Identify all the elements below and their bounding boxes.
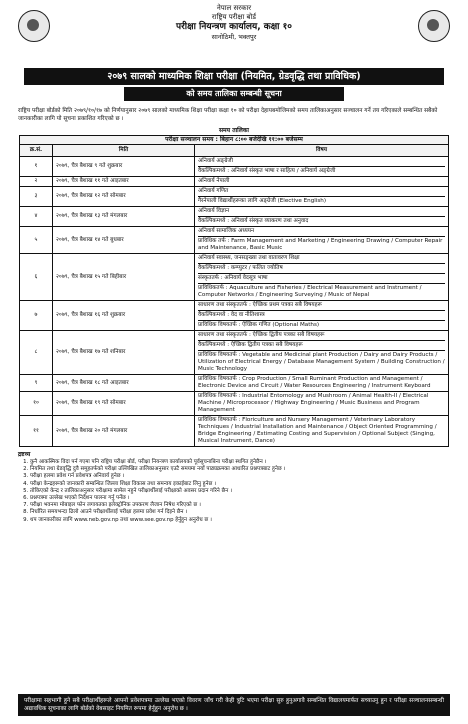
- table-row: [20, 227, 449, 254]
- row-date: २०७९, चैत्र बैशाख १२ गते सोमबार: [53, 187, 195, 207]
- row-subjects: [195, 207, 449, 227]
- subject-entry: अनिवार्य नेपाली: [198, 178, 230, 184]
- row-subjects: [195, 177, 449, 187]
- row-subjects: [195, 416, 449, 447]
- notice-banner: २०७९ सालको माध्यमिक शिक्षा परीक्षा (नियमित, ग्रेडवृद्धि तथा प्राविधिक): [24, 68, 444, 85]
- table-row: [20, 416, 449, 447]
- intro-paragraph: राष्ट्रिय परीक्षा बोर्डको मिति २०७९/१०/१७ को निर्णयानुसार २०७९ सालको माध्यमिक शिक्षा परीक्षा कक्षा १० को परीक्षा देहायबमोजिमको समय तालिकाअनुसार सञ्चालन गर्ने तय गरिएकाले सम्बन्धित सबैको जानकारीका लागि यो सूचना प्रकाशित गरिएको छ ।: [18, 108, 438, 122]
- subject-entry: प्राविधिक विषयतर्फ : ऐच्छिक गणित (Optional Maths): [198, 322, 320, 328]
- table-row: [20, 187, 449, 207]
- notes-title: द्रष्टव्य: [18, 451, 31, 458]
- board-seal-logo: [418, 10, 450, 42]
- subject-entry: प्राविधिक विषयतर्फ : Industrial Entomology and Mushroom / Animal Health-II / Electrical Machine / Microprocessor / Highway Engineering / Music Business and Program Management: [198, 393, 429, 413]
- table-row: [20, 301, 449, 331]
- row-date: २०७९, चैत्र बैशाख १९ गते सोमबार: [53, 392, 195, 416]
- row-serial: ११: [20, 416, 53, 447]
- row-serial: ३: [20, 187, 53, 207]
- notes-list: [22, 459, 450, 524]
- subject-entry: वैकल्पिकमध्ये : अनिवार्य संस्कृत भाषा र साहित्य / अनिवार्य अङ्ग्रेजी: [198, 168, 336, 174]
- row-serial: २: [20, 177, 53, 187]
- board-label: राष्ट्रिय परीक्षा बोर्ड: [211, 13, 257, 21]
- row-serial: ६: [20, 254, 53, 301]
- row-subjects: [195, 392, 449, 416]
- schedule-title: समय तालिका: [219, 127, 249, 134]
- subject-entry: वैकल्पिकमध्ये : कम्प्युटर / फलित ज्योतिष: [198, 264, 445, 274]
- government-label: नेपाल सरकार: [216, 4, 252, 12]
- row-subjects: [195, 187, 449, 207]
- row-date: २०७९, चैत्र बैशाख १७ गते शनिबार: [53, 331, 195, 375]
- col-header-sn: क्र.सं.: [20, 145, 53, 157]
- row-serial: ८: [20, 331, 53, 375]
- subject-entry: वैकल्पिकमध्ये : ऐच्छिक द्वितीय पत्रका सबै विषयहरू: [198, 341, 445, 351]
- office-title: परीक्षा नियन्त्रण कार्यालय, कक्षा १०: [176, 22, 292, 32]
- row-date: २०७९, चैत्र बैशाख १४ गते बुधबार: [53, 227, 195, 254]
- row-serial: ९: [20, 375, 53, 392]
- subject-entry: अनिवार्य गणित: [198, 187, 445, 197]
- subject-entry: अनिवार्य अङ्ग्रेजी: [198, 157, 445, 167]
- subject-entry: प्राविधिक विषयतर्फ : Vegetable and Medicinal plant Production / Dairy and Dairy Products / Utilization of Electrical Energy / Database Management System / Building Construction / Music Technology: [198, 352, 445, 372]
- table-body: [20, 157, 449, 447]
- note-item: 9. थप जानकारीका लागि www.neb.gov.np तथा www.see.gov.np हेर्नुहुन अनुरोध छ ।: [30, 517, 450, 524]
- table-row: [20, 254, 449, 301]
- notice-header: [0, 4, 468, 66]
- note-item: 6. प्रश्नपत्रमा उल्लेख भएको निर्देशन पालना गर्नु पर्नेछ ।: [30, 495, 450, 502]
- table-row: [20, 331, 449, 375]
- note-item: 7. परीक्षा भवनमा मोबाइल फोन लगायतका इलेक्ट्रोनिक उपकरण लैजान निषेध गरिएको छ ।: [30, 502, 450, 509]
- subject-entry: गैरनेपाली विद्यार्थीहरूका लागि अङ्ग्रेजी (Elective English): [198, 198, 327, 204]
- row-serial: ४: [20, 207, 53, 227]
- col-header-date: मिति: [53, 145, 195, 157]
- subject-entry: वैकल्पिकमध्ये : अनिवार्य संस्कृत व्याकरण तथा अनुवाद: [198, 218, 309, 224]
- row-serial: ७: [20, 301, 53, 331]
- subject-entry: अनिवार्य स्वास्थ्य, जनसङ्ख्या तथा वातावरण शिक्षा: [198, 254, 445, 264]
- row-subjects: [195, 157, 449, 177]
- exam-time-row: परीक्षा सञ्चालन समय : बिहान ८:०० बजेदेखि ११:०० बजेसम्म: [19, 135, 449, 144]
- row-date: २०७९, चैत्र बैशाख १८ गते आइतबार: [53, 375, 195, 392]
- row-serial: १०: [20, 392, 53, 416]
- row-date: २०७९, चैत्र बैशाख १३ गते मंगलबार: [53, 207, 195, 227]
- row-subjects: [195, 254, 449, 301]
- table-row: [20, 392, 449, 416]
- note-item: 3. परीक्षा हलमा प्रवेश गर्न प्रवेशपत्र अनिवार्य हुनेछ ।: [30, 473, 450, 480]
- subject-entry: अनिवार्य विज्ञान: [198, 207, 445, 217]
- table-row: [20, 207, 449, 227]
- notice-page: [0, 4, 468, 724]
- row-subjects: [195, 375, 449, 392]
- subject-entry: प्राविधिकतर्फ : Aquaculture and Fisheries / Electrical Measurement and Instrument / Computer Networks / Engineering Surveying / Music of Nepal: [198, 285, 422, 298]
- table-row: [20, 177, 449, 187]
- table-row: [20, 375, 449, 392]
- col-header-subject: विषय: [195, 145, 449, 157]
- subject-entry: साधारण तथा संस्कृततर्फ : ऐच्छिक प्रथम पत्रका सबै विषयहरू: [198, 301, 445, 311]
- row-date: २०७९, चैत्र बैशाख २० गते मंगलबार: [53, 416, 195, 447]
- subject-entry: संस्कृततर्फ : अनिवार्य वेदसूत्र भाषा: [198, 274, 445, 284]
- row-subjects: [195, 331, 449, 375]
- row-subjects: [195, 301, 449, 331]
- subject-entry: अनिवार्य सामाजिक अध्ययन: [198, 227, 445, 237]
- subject-entry: प्राविधिक तर्फ : Farm Management and Marketing / Engineering Drawing / Computer Repair and Maintenance, Basic Music: [198, 238, 443, 251]
- schedule-table-box: [19, 135, 449, 447]
- footer-notice: परीक्षामा सहभागी हुने सबै परीक्षार्थीहरूले आफ्नो प्रवेशपत्रमा उल्लेख भएको विवरण जाँच गरी केही त्रुटि भएमा परीक्षा सुरु हुनुअगावै सम्बन्धित विद्यालयमार्फत सच्याउनु हुन र परीक्षा सञ्चालनसम्बन्धी अद्यावधिक सूचनाका लागि बोर्डको वेबसाइट नियमित रूपमा हेर्नुहुन अनुरोध छ ।: [18, 694, 450, 716]
- row-date: २०७९, चैत्र बैशाख १६ गते शुक्रबार: [53, 301, 195, 331]
- table-row: [20, 157, 449, 177]
- row-date: २०७९, चैत्र बैशाख १५ गते बिहीबार: [53, 254, 195, 301]
- nepal-emblem-logo: [18, 10, 50, 42]
- office-location: सानोठिमी, भक्तपुर: [211, 33, 257, 41]
- note-item: 5. तोकिएको केन्द्र र तालिकाअनुसार परीक्षामा सामेल नहुने परीक्षार्थीलाई परीक्षाको अवसर प्रदान गरिने छैन ।: [30, 488, 450, 495]
- row-serial: ५: [20, 227, 53, 254]
- note-item: 4. परीक्षा केन्द्रहरूको जानकारी सम्बन्धित जिल्ला शिक्षा विकास तथा समन्वय इकाईबाट लिनु हुनेछ ।: [30, 481, 450, 488]
- subject-entry: साधारण तथा संस्कृततर्फ : ऐच्छिक द्वितीय पत्रका सबै विषयहरू: [198, 331, 445, 341]
- schedule-table: [19, 144, 449, 447]
- subject-entry: प्राविधिक विषयतर्फ : Crop Production / Small Ruminant Production and Management / Electronic Device and Circuit / Water Resources Engineering / Instrument Keyboard: [198, 376, 431, 389]
- subject-entry: वैकल्पिकमध्ये : वेद वा नीतिशास्त्र: [198, 311, 445, 321]
- note-item: 8. निर्धारित समयभन्दा ढिलो आउने परीक्षार्थीलाई परीक्षा हलमा प्रवेश गर्न दिइने छैन ।: [30, 509, 450, 516]
- notice-subbanner: को समय तालिका सम्बन्धी सूचना: [124, 87, 344, 101]
- note-item: 2. नियमित तथा ग्रेडवृद्धि दुवै समूहतर्फको परीक्षा उल्लिखित तालिकाअनुसार एउटै समयमा नयाँ पाठ्यक्रमका आधारित प्रश्नपत्रबाट हुनेछ ।: [30, 466, 450, 473]
- row-serial: १: [20, 157, 53, 177]
- subject-entry: प्राविधिक विषयतर्फ : Floriculture and Nursery Management / Veterinary Laboratory Techniques / Industrial Installation and Maintenance / Object Oriented Programming / Bridge Engineering / Estimating Costing and Supervision / Optional Subject (Singing, Musical Instrument, Dance): [198, 417, 437, 444]
- row-date: २०७९, चैत्र बैशाख ९ गते शुक्रबार: [53, 157, 195, 177]
- table-header-row: [20, 145, 449, 157]
- row-subjects: [195, 227, 449, 254]
- note-item: 1. कुनै आकस्मिक विदा पर्न गएमा पनि राष्ट्रिय परीक्षा बोर्ड, परीक्षा नियन्त्रण कार्यालयको पूर्वसूचनाबिना परीक्षा स्थगित हुनेछैन ।: [30, 459, 450, 466]
- row-date: २०७९, चैत्र बैशाख ११ गते आइतबार: [53, 177, 195, 187]
